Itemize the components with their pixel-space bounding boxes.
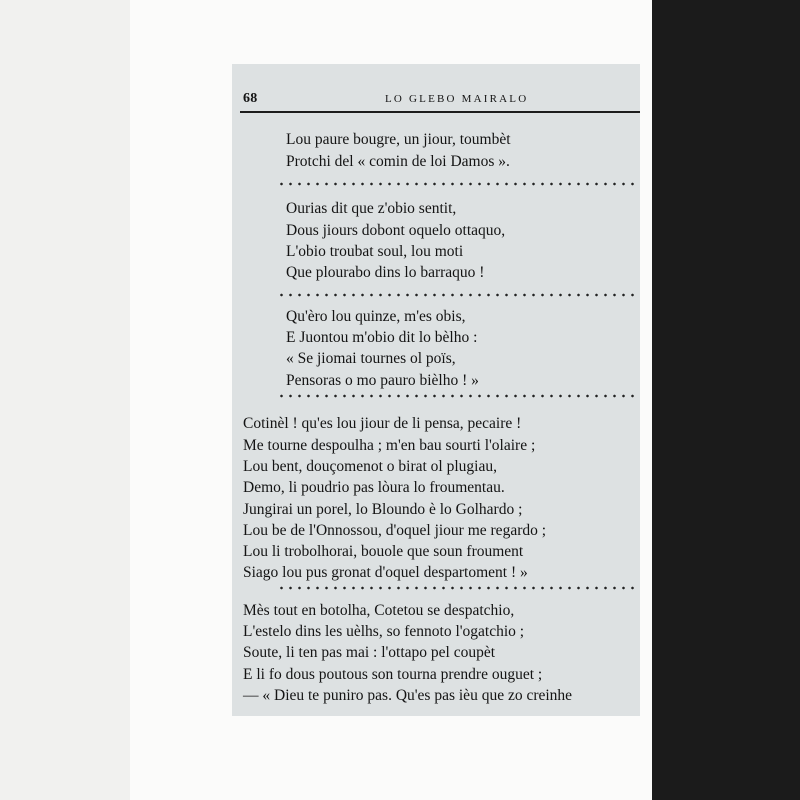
verse-line: Lou paure bougre, un jiour, toumbèt: [286, 131, 511, 148]
verse-line: L'estelo dins les uèlhs, so fennoto l'ogatchio ;: [243, 623, 525, 640]
ellipsis-separator: [277, 293, 640, 297]
book-cover-edge: [652, 0, 800, 800]
running-title: LO GLEBO MAIRALO: [385, 93, 529, 105]
verse-line: Demo, li poudrio pas lòura lo froumentau.: [243, 479, 505, 496]
ellipsis-separator: [277, 182, 640, 186]
verse-line: Siago lou pus gronat d'oquel despartoment ! »: [243, 564, 528, 581]
page-number: 68: [243, 91, 258, 106]
scanned-page: [232, 64, 640, 716]
verse-line: Cotinèl ! qu'es lou jiour de li pensa, pecaire !: [243, 415, 522, 432]
verse-line: Lou li trobolhorai, bouole que soun froument: [243, 543, 524, 560]
ellipsis-separator: [277, 586, 640, 590]
verse-line: Lou be de l'Onnossou, d'oquel jiour me regardo ;: [243, 522, 547, 539]
verse-line: — « Dieu te puniro pas. Qu'es pas ièu que zo creinhe: [243, 687, 573, 704]
verse-line: E Juontou m'obio dit lo bèlho :: [286, 329, 478, 346]
verse-line: Pensoras o mo pauro bièlho ! »: [286, 372, 479, 389]
ellipsis-separator: [277, 394, 640, 398]
verse-line: Me tourne despoulha ; m'en bau sourti l'olaire ;: [243, 437, 536, 454]
header-rule: [240, 111, 640, 113]
verse-line: « Se jiomai tournes ol poïs,: [286, 350, 456, 367]
verse-line: Dous jiours dobont oquelo ottaquo,: [286, 222, 506, 239]
verse-line: Soute, li ten pas mai : l'ottapo pel coupèt: [243, 644, 496, 661]
page-header: [232, 64, 640, 112]
verse-line: Qu'èro lou quinze, m'es obis,: [286, 308, 466, 325]
verse-line: Jungirai un porel, lo Bloundo è lo Golhardo ;: [243, 501, 523, 518]
verse-line: E li fo dous poutous son tourna prendre ouguet ;: [243, 666, 543, 683]
verse-line: Mès tout en botolha, Cotetou se despatchio,: [243, 602, 515, 619]
verse-line: Ourias dit que z'obio sentit,: [286, 200, 457, 217]
verse-line: Que plourabo dins lo barraquo !: [286, 264, 485, 281]
verse-line: Lou bent, douçomenot o birat ol plugiau,: [243, 458, 497, 475]
verse-line: L'obio troubat soul, lou moti: [286, 243, 464, 260]
verse-line: Protchi del « comin de loi Damos ».: [286, 153, 510, 170]
